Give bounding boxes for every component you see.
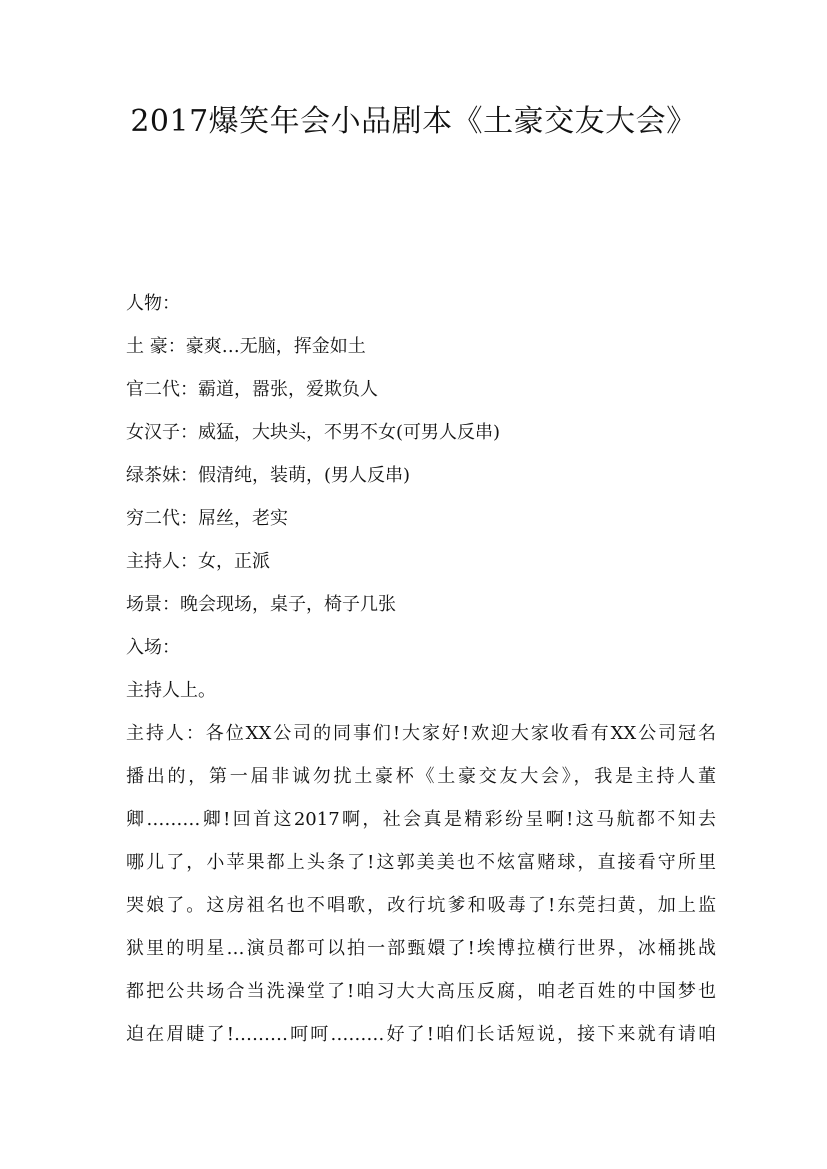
document-title: 2017爆笑年会小品剧本《土豪交友大会》 (130, 104, 697, 139)
cast-heading: 人物： (126, 293, 180, 314)
paragraph-line: 迫在眉睫了!………呵呵………好了!咱们长话短说，接下来就有请咱 (126, 1024, 716, 1045)
paragraph-line: 哭娘了。这房祖名也不唱歌，改行坑爹和吸毒了!东莞扫黄，加上监 (126, 895, 716, 916)
entrance-heading: 入场： (126, 637, 180, 658)
document-body (126, 282, 716, 1056)
scene-line: 场景：晚会现场，桌子，椅子几张 (126, 594, 396, 615)
cast-guanerdai: 官二代：霸道，嚣张，爱欺负人 (126, 379, 378, 400)
cast-nvhanzi: 女汉子：威猛，大块头，不男不女(可男人反串) (126, 422, 501, 443)
cast-host: 主持人：女，正派 (126, 551, 270, 572)
paragraph-line: 狱里的明星…演员都可以拍一部甄嬛了!埃博拉横行世界，冰桶挑战 (126, 938, 716, 959)
cast-qiongerdai: 穷二代：屌丝，老实 (126, 508, 288, 529)
paragraph-line: 主持人：各位XX公司的同事们!大家好!欢迎大家收看有XX公司冠名 (126, 723, 716, 744)
paragraph-line: 哪儿了，小苹果都上头条了!这郭美美也不炫富赌球，直接看守所里 (126, 852, 716, 873)
paragraph-line: 卿………卿!回首这2017啊，社会真是精彩纷呈啊!这马航都不知去 (126, 809, 716, 830)
cast-lvchamei: 绿茶妹：假清纯，装萌，(男人反串) (126, 465, 411, 486)
paragraph-line: 播出的，第一届非诚勿扰土豪杯《土豪交友大会》，我是主持人董 (126, 766, 716, 787)
cast-tuhao: 土 豪：豪爽…无脑，挥金如土 (126, 336, 366, 357)
host-enters-line: 主持人上。 (126, 680, 216, 701)
paragraph-line: 都把公共场合当洗澡堂了!咱习大大高压反腐，咱老百姓的中国梦也 (126, 981, 716, 1002)
